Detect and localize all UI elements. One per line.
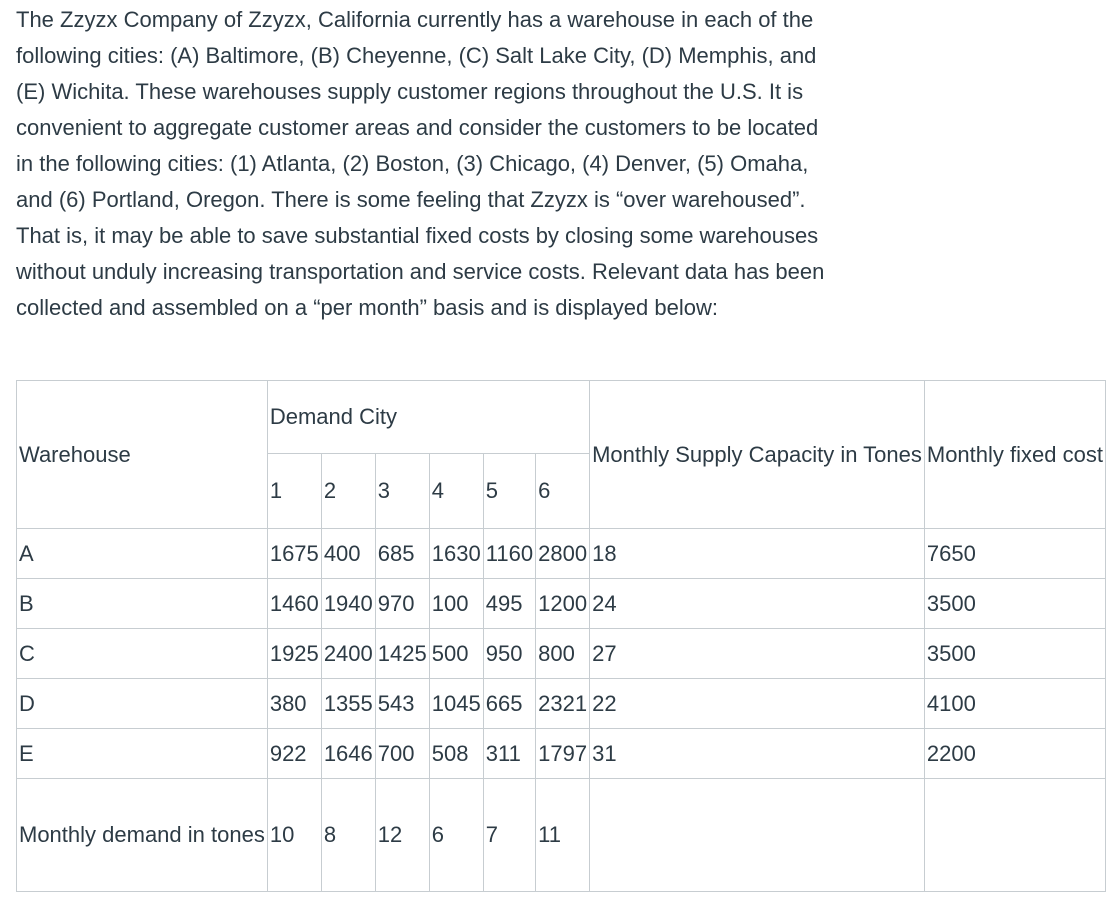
empty-cell: [590, 779, 925, 892]
table-row: [17, 679, 1106, 729]
cost-cell: 700: [375, 729, 429, 779]
table-row: [17, 629, 1106, 679]
supply-cell: 31: [590, 729, 925, 779]
demand-cell: 11: [536, 779, 590, 892]
supply-cell: 24: [590, 579, 925, 629]
cost-cell: 1425: [375, 629, 429, 679]
demand-row: [17, 779, 1106, 892]
cost-cell: 500: [429, 629, 483, 679]
demand-cell: 8: [321, 779, 375, 892]
cost-cell: 311: [483, 729, 535, 779]
fixed-cost-cell: 2200: [924, 729, 1105, 779]
cost-cell: 2800: [536, 529, 590, 579]
city-header: 3: [375, 454, 429, 529]
cost-cell: 665: [483, 679, 535, 729]
cost-cell: 1160: [483, 529, 535, 579]
cost-cell: 1355: [321, 679, 375, 729]
cost-cell: 2400: [321, 629, 375, 679]
cost-cell: 508: [429, 729, 483, 779]
fixed-cost-header: Monthly fixed cost: [924, 381, 1105, 529]
cost-cell: 2321: [536, 679, 590, 729]
warehouse-name: E: [17, 729, 268, 779]
table-header-row: [17, 381, 1106, 454]
city-header: 2: [321, 454, 375, 529]
city-header: 6: [536, 454, 590, 529]
demand-city-header: Demand City: [267, 381, 589, 454]
cost-cell: 1646: [321, 729, 375, 779]
cost-cell: 800: [536, 629, 590, 679]
supply-capacity-header: Monthly Supply Capacity in Tones: [590, 381, 925, 529]
demand-cell: 12: [375, 779, 429, 892]
table-row: [17, 729, 1106, 779]
empty-cell: [924, 779, 1105, 892]
fixed-cost-cell: 3500: [924, 579, 1105, 629]
fixed-cost-cell: 4100: [924, 679, 1105, 729]
city-header: 1: [267, 454, 321, 529]
warehouse-name: A: [17, 529, 268, 579]
cost-cell: 1675: [267, 529, 321, 579]
table-row: [17, 529, 1106, 579]
problem-statement: The Zzyzx Company of Zzyzx, California currently has a warehouse in each of the following cities: (A) Baltimore, (B) Cheyenne, (C) Salt Lake City, (D) Memphis, and (E) Wichita. These warehouses supply customer regions throughout the U.S. It is convenient to aggregate customer areas and consider the customers to be located in the following cities: (1) Atlanta, (2) Boston, (3) Chicago, (4) Denver, (5) Omaha, and (6) Portland, Oregon. There is some feeling that Zzyzx is “over warehoused”. That is, it may be able to save substantial fixed costs by closing some warehouses without unduly increasing transportation and service costs. Relevant data has been collected and assembled on a “per month” basis and is displayed below:: [16, 7, 825, 320]
warehouse-name: B: [17, 579, 268, 629]
cost-cell: 100: [429, 579, 483, 629]
supply-cell: 22: [590, 679, 925, 729]
supply-cell: 18: [590, 529, 925, 579]
cost-cell: 1925: [267, 629, 321, 679]
cost-cell: 685: [375, 529, 429, 579]
cost-cell: 970: [375, 579, 429, 629]
cost-cell: 1940: [321, 579, 375, 629]
fixed-cost-cell: 7650: [924, 529, 1105, 579]
cost-cell: 543: [375, 679, 429, 729]
fixed-cost-cell: 3500: [924, 629, 1105, 679]
demand-cell: 10: [267, 779, 321, 892]
warehouse-header: Warehouse: [17, 381, 268, 529]
warehouse-name: D: [17, 679, 268, 729]
warehouse-cost-table: [16, 380, 1106, 892]
demand-cell: 6: [429, 779, 483, 892]
cost-cell: 1460: [267, 579, 321, 629]
city-header: 5: [483, 454, 535, 529]
cost-cell: 1797: [536, 729, 590, 779]
warehouse-name: C: [17, 629, 268, 679]
cost-cell: 1630: [429, 529, 483, 579]
cost-cell: 950: [483, 629, 535, 679]
table-row: [17, 579, 1106, 629]
demand-cell: 7: [483, 779, 535, 892]
cost-cell: 400: [321, 529, 375, 579]
cost-cell: 922: [267, 729, 321, 779]
supply-cell: 27: [590, 629, 925, 679]
demand-label: Monthly demand in tones: [17, 779, 268, 892]
cost-cell: 1200: [536, 579, 590, 629]
cost-cell: 380: [267, 679, 321, 729]
city-header: 4: [429, 454, 483, 529]
cost-cell: 495: [483, 579, 535, 629]
cost-cell: 1045: [429, 679, 483, 729]
